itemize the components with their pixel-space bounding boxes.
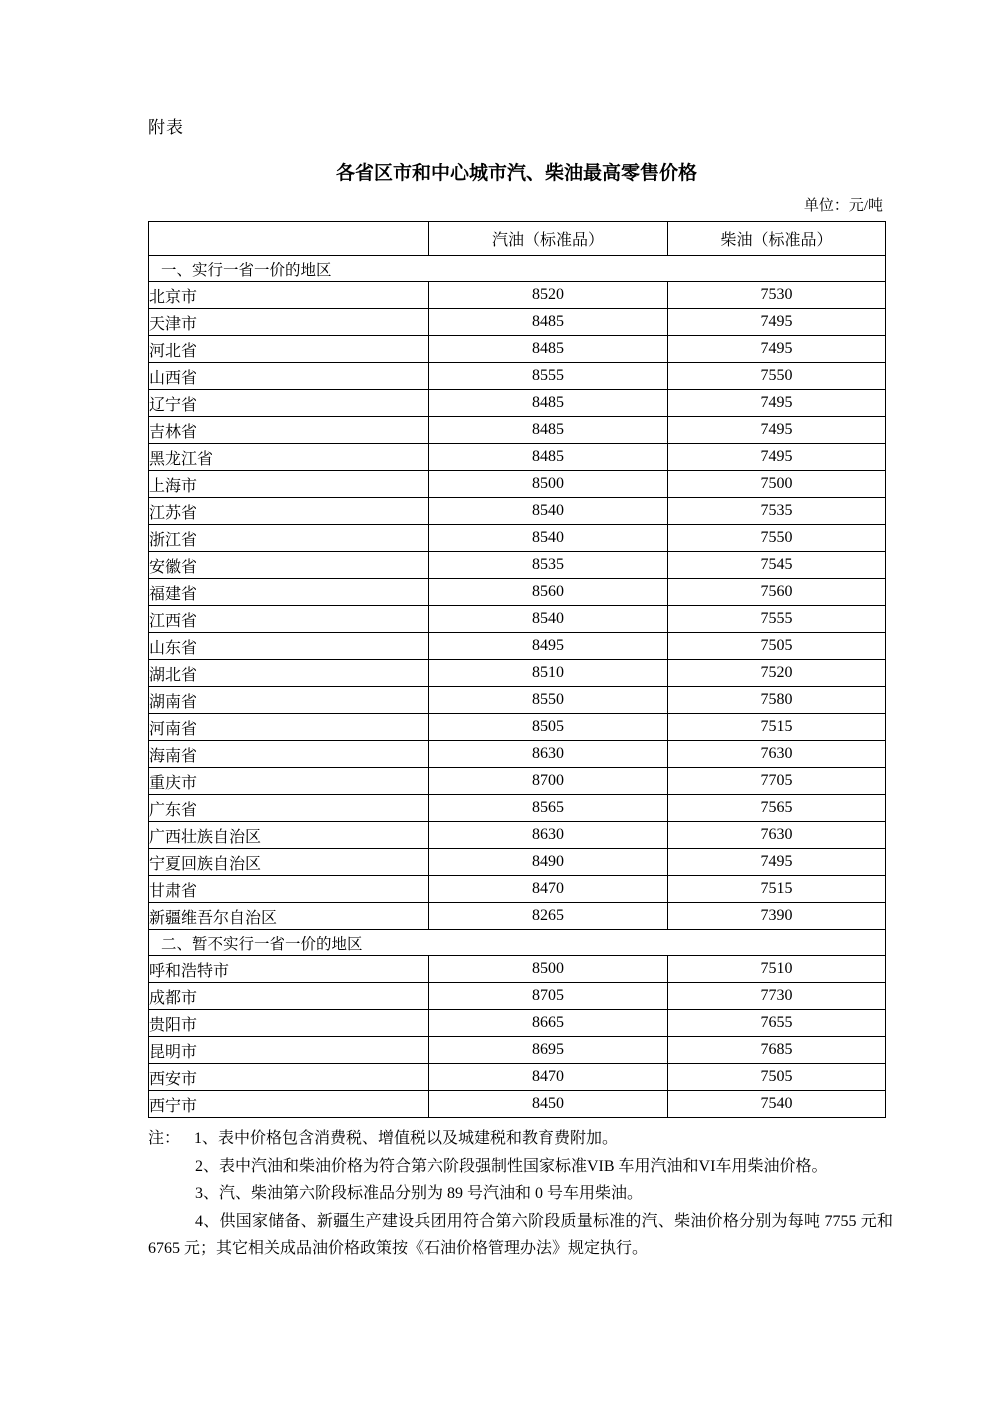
- diesel-price-cell: 7505: [668, 633, 886, 660]
- region-cell: 新疆维吾尔自治区: [149, 903, 429, 930]
- table-row: [149, 525, 886, 552]
- diesel-price-cell: 7580: [668, 687, 886, 714]
- diesel-price-cell: 7555: [668, 606, 886, 633]
- table-row: [149, 282, 886, 309]
- region-cell: 河南省: [149, 714, 429, 741]
- note-item-3: 3、汽、柴油第六阶段标准品分别为 89 号汽油和 0 号车用柴油。: [195, 1185, 644, 1202]
- region-cell: 吉林省: [149, 417, 429, 444]
- region-cell: 呼和浩特市: [149, 956, 429, 983]
- gasoline-price-cell: 8630: [429, 822, 668, 849]
- region-cell: 西安市: [149, 1064, 429, 1091]
- price-table-body: [149, 222, 886, 1118]
- diesel-price-cell: 7535: [668, 498, 886, 525]
- unit-label: 单位：元/吨: [803, 198, 883, 214]
- diesel-price-cell: 7530: [668, 282, 886, 309]
- region-cell: 上海市: [149, 471, 429, 498]
- diesel-price-cell: 7495: [668, 417, 886, 444]
- table-row: [149, 579, 886, 606]
- table-row: [149, 498, 886, 525]
- gasoline-price-cell: 8555: [429, 363, 668, 390]
- region-cell: 甘肃省: [149, 876, 429, 903]
- diesel-price-cell: 7550: [668, 363, 886, 390]
- note-item-4: 4、供国家储备、新疆生产建设兵团用符合第六阶段质量标准的汽、柴油价格分别为每吨 7755 元和 6765 元；其它相关成品油价格政策按《石油价格管理办法》规定执行。: [148, 1212, 893, 1257]
- region-cell: 昆明市: [149, 1037, 429, 1064]
- table-row: [149, 741, 886, 768]
- table-row: [149, 983, 886, 1010]
- region-cell: 浙江省: [149, 525, 429, 552]
- table-row: [149, 417, 886, 444]
- table-row: [149, 822, 886, 849]
- diesel-price-cell: 7630: [668, 822, 886, 849]
- gasoline-price-cell: 8510: [429, 660, 668, 687]
- gasoline-price-cell: 8560: [429, 579, 668, 606]
- gasoline-price-cell: 8700: [429, 768, 668, 795]
- gasoline-price-cell: 8500: [429, 471, 668, 498]
- table-row: [149, 687, 886, 714]
- table-row: [149, 336, 886, 363]
- gasoline-price-cell: 8485: [429, 390, 668, 417]
- gasoline-price-cell: 8540: [429, 606, 668, 633]
- diesel-price-cell: 7495: [668, 849, 886, 876]
- table-row: [149, 444, 886, 471]
- region-cell: 北京市: [149, 282, 429, 309]
- note-item-text: 1、表中价格包含消费税、增值税以及城建税和教育费附加。: [194, 1130, 619, 1147]
- region-cell: 湖南省: [149, 687, 429, 714]
- gasoline-price-cell: 8495: [429, 633, 668, 660]
- gasoline-price-cell: 8485: [429, 417, 668, 444]
- region-cell: 辽宁省: [149, 390, 429, 417]
- region-cell: 宁夏回族自治区: [149, 849, 429, 876]
- region-cell: 黑龙江省: [149, 444, 429, 471]
- region-cell: 安徽省: [149, 552, 429, 579]
- table-row: [149, 606, 886, 633]
- gasoline-price-cell: 8490: [429, 849, 668, 876]
- region-cell: 海南省: [149, 741, 429, 768]
- table-row: [149, 1091, 886, 1118]
- table-row: [149, 552, 886, 579]
- diesel-price-cell: 7515: [668, 876, 886, 903]
- diesel-price-cell: 7495: [668, 309, 886, 336]
- region-cell: 江西省: [149, 606, 429, 633]
- table-row: [149, 849, 886, 876]
- table-row: [149, 309, 886, 336]
- table-row: [149, 633, 886, 660]
- table-row: [149, 768, 886, 795]
- gasoline-price-cell: 8470: [429, 876, 668, 903]
- table-row: [149, 660, 886, 687]
- gasoline-price-cell: 8565: [429, 795, 668, 822]
- table-row: [149, 390, 886, 417]
- region-cell: 河北省: [149, 336, 429, 363]
- gasoline-price-cell: 8265: [429, 903, 668, 930]
- gasoline-price-cell: 8450: [429, 1091, 668, 1118]
- diesel-price-cell: 7705: [668, 768, 886, 795]
- diesel-price-cell: 7495: [668, 336, 886, 363]
- gasoline-price-cell: 8540: [429, 525, 668, 552]
- notes-section: [148, 1125, 893, 1263]
- table-row: [149, 1064, 886, 1091]
- document-content: [148, 0, 893, 1263]
- diesel-price-cell: 7560: [668, 579, 886, 606]
- table-row: [149, 1010, 886, 1037]
- gasoline-price-cell: 8665: [429, 1010, 668, 1037]
- section-header-cell: 二、暂不实行一省一价的地区: [149, 930, 886, 956]
- gasoline-price-cell: 8630: [429, 741, 668, 768]
- region-cell: 湖北省: [149, 660, 429, 687]
- table-row: [149, 363, 886, 390]
- table-row: [149, 903, 886, 930]
- diesel-price-cell: 7550: [668, 525, 886, 552]
- gasoline-price-cell: 8485: [429, 309, 668, 336]
- note-item-2: 2、表中汽油和柴油价格为符合第六阶段强制性国家标准VIB 车用汽油和VI车用柴油价格。: [195, 1157, 828, 1175]
- table-row: [149, 714, 886, 741]
- region-cell: 西宁市: [149, 1091, 429, 1118]
- diesel-price-cell: 7495: [668, 390, 886, 417]
- diesel-price-cell: 7545: [668, 552, 886, 579]
- column-header-diesel: 柴油（标准品）: [668, 222, 886, 256]
- region-cell: 山东省: [149, 633, 429, 660]
- table-row: [149, 956, 886, 983]
- gasoline-price-cell: 8520: [429, 282, 668, 309]
- notes-label: 注：: [148, 1130, 181, 1147]
- region-cell: 江苏省: [149, 498, 429, 525]
- diesel-price-cell: 7510: [668, 956, 886, 983]
- diesel-price-cell: 7655: [668, 1010, 886, 1037]
- gasoline-price-cell: 8535: [429, 552, 668, 579]
- price-table: [148, 221, 886, 1118]
- region-cell: 成都市: [149, 983, 429, 1010]
- region-cell: 山西省: [149, 363, 429, 390]
- region-cell: 福建省: [149, 579, 429, 606]
- gasoline-price-cell: 8485: [429, 336, 668, 363]
- region-cell: 广东省: [149, 795, 429, 822]
- diesel-price-cell: 7540: [668, 1091, 886, 1118]
- appendix-label: 附表: [148, 118, 184, 137]
- gasoline-price-cell: 8705: [429, 983, 668, 1010]
- section-header-row: [149, 256, 886, 282]
- region-cell: 重庆市: [149, 768, 429, 795]
- table-row: [149, 471, 886, 498]
- diesel-price-cell: 7505: [668, 1064, 886, 1091]
- gasoline-price-cell: 8550: [429, 687, 668, 714]
- gasoline-price-cell: 8470: [429, 1064, 668, 1091]
- column-header-region: [149, 222, 429, 256]
- diesel-price-cell: 7520: [668, 660, 886, 687]
- diesel-price-cell: 7565: [668, 795, 886, 822]
- column-header-gasoline: 汽油（标准品）: [429, 222, 668, 256]
- gasoline-price-cell: 8695: [429, 1037, 668, 1064]
- page-title: 各省区市和中心城市汽、柴油最高零售价格: [335, 163, 697, 184]
- gasoline-price-cell: 8540: [429, 498, 668, 525]
- diesel-price-cell: 7390: [668, 903, 886, 930]
- diesel-price-cell: 7500: [668, 471, 886, 498]
- region-cell: 天津市: [149, 309, 429, 336]
- section-header-row: [149, 930, 886, 956]
- diesel-price-cell: 7730: [668, 983, 886, 1010]
- note-item-1: [148, 1125, 893, 1153]
- table-row: [149, 1037, 886, 1064]
- region-cell: 广西壮族自治区: [149, 822, 429, 849]
- region-cell: 贵阳市: [149, 1010, 429, 1037]
- diesel-price-cell: 7630: [668, 741, 886, 768]
- gasoline-price-cell: 8500: [429, 956, 668, 983]
- diesel-price-cell: 7515: [668, 714, 886, 741]
- gasoline-price-cell: 8485: [429, 444, 668, 471]
- section-header-cell: 一、实行一省一价的地区: [149, 256, 886, 282]
- table-row: [149, 795, 886, 822]
- table-header-row: [149, 222, 886, 256]
- table-row: [149, 876, 886, 903]
- diesel-price-cell: 7685: [668, 1037, 886, 1064]
- diesel-price-cell: 7495: [668, 444, 886, 471]
- gasoline-price-cell: 8505: [429, 714, 668, 741]
